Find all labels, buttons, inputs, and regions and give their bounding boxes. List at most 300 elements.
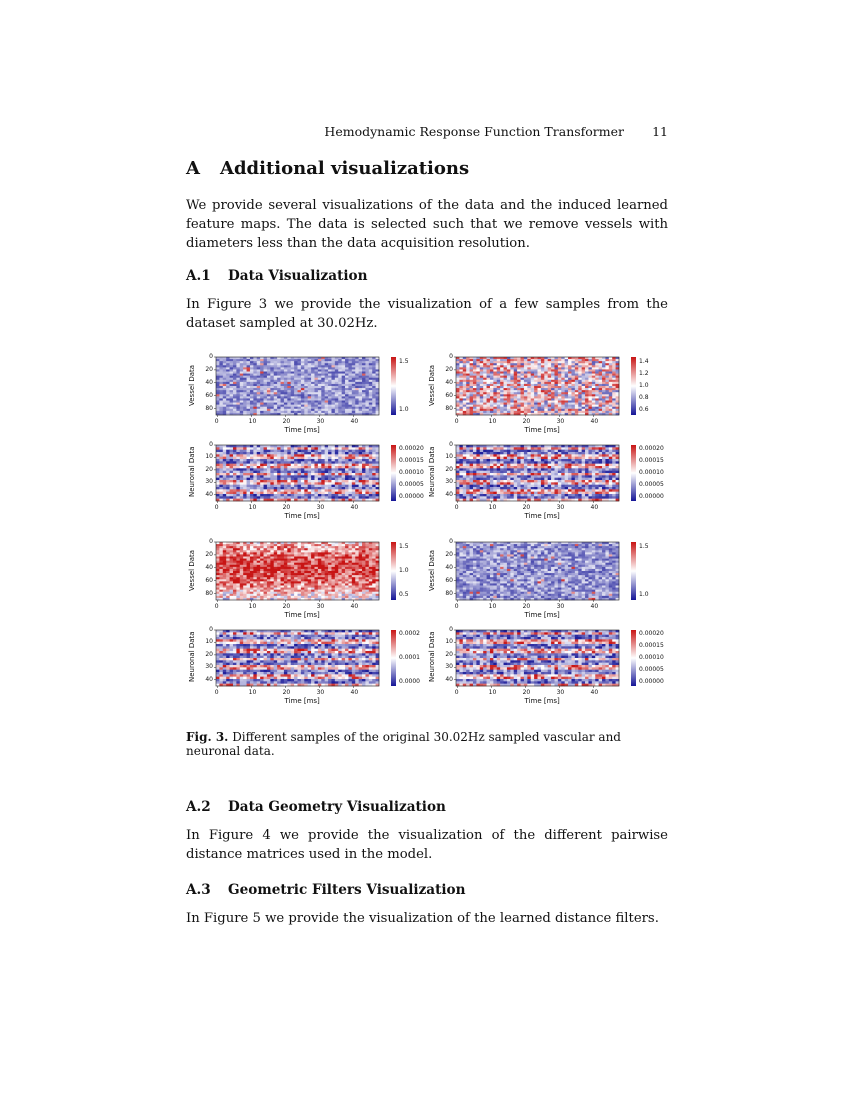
heatmap-cell	[466, 447, 470, 450]
heatmap-cell	[274, 378, 278, 380]
heatmap-cell	[497, 390, 501, 392]
heatmap-cell	[599, 480, 603, 483]
heatmap-cell	[372, 396, 376, 398]
heatmap-cell	[362, 367, 366, 369]
heatmap-cell	[277, 496, 281, 499]
heatmap-cell	[582, 459, 586, 462]
heatmap-cell	[348, 394, 352, 396]
heatmap-cell	[490, 480, 494, 483]
heatmap-cell	[599, 374, 603, 376]
heatmap-cell	[226, 388, 230, 390]
heatmap-cell	[609, 386, 613, 388]
heatmap-cell	[493, 445, 497, 448]
heatmap-cell	[541, 372, 545, 374]
heatmap-cell	[311, 494, 315, 497]
heatmap-cell	[510, 365, 514, 367]
heatmap-cell	[355, 382, 359, 384]
heatmap-cell	[233, 374, 237, 376]
heatmap-cell	[240, 390, 244, 392]
heatmap-cell	[578, 480, 582, 483]
heatmap-cell	[345, 384, 349, 386]
heatmap-cell	[294, 461, 298, 464]
heatmap-cell	[274, 478, 278, 481]
heatmap-cell	[331, 466, 335, 469]
heatmap-cell	[294, 386, 298, 388]
heatmap-cell	[541, 388, 545, 390]
heatmap-cell	[277, 471, 281, 474]
heatmap-cell	[308, 403, 312, 405]
heatmap-cell	[571, 378, 575, 380]
heatmap-cell	[507, 475, 511, 478]
heatmap-cell	[253, 480, 257, 483]
heatmap-cell	[267, 382, 271, 384]
heatmap-cell	[294, 447, 298, 450]
heatmap-cell	[298, 409, 302, 411]
heatmap-cell	[308, 452, 312, 455]
heatmap-cell	[240, 359, 244, 361]
heatmap-cell	[578, 403, 582, 405]
heatmap-cell	[588, 452, 592, 455]
heatmap-cell	[538, 445, 542, 448]
heatmap-cell	[480, 376, 484, 378]
heatmap-cell	[588, 398, 592, 400]
heatmap-cell	[493, 457, 497, 460]
heatmap-cell	[605, 363, 609, 365]
heatmap-cell	[456, 401, 460, 403]
heatmap-cell	[497, 361, 501, 363]
heatmap-cell	[568, 382, 572, 384]
heatmap-cell	[544, 482, 548, 485]
heatmap-cell	[524, 468, 528, 471]
heatmap-cell	[578, 464, 582, 467]
heatmap-cell	[308, 384, 312, 386]
heatmap-cell	[219, 492, 223, 495]
heatmap-cell	[504, 390, 508, 392]
heatmap-cell	[459, 372, 463, 374]
heatmap-cell	[362, 365, 366, 367]
heatmap-cell	[314, 403, 318, 405]
heatmap-cell	[565, 478, 569, 481]
heatmap-cell	[233, 398, 237, 400]
heatmap-cell	[575, 384, 579, 386]
heatmap-cell	[534, 411, 538, 413]
heatmap-cell	[359, 409, 363, 411]
heatmap-cell	[551, 454, 555, 457]
heatmap-cell	[328, 485, 332, 488]
heatmap-cell	[365, 403, 369, 405]
heatmap-cell	[541, 359, 545, 361]
heatmap-cell	[575, 457, 579, 460]
heatmap-cell	[352, 388, 356, 390]
heatmap-cell	[578, 411, 582, 413]
heatmap-cell	[291, 396, 295, 398]
heatmap-cell	[277, 394, 281, 396]
heatmap-cell	[226, 405, 230, 407]
heatmap-cell	[369, 459, 373, 462]
heatmap-cell	[291, 392, 295, 394]
heatmap-cell	[236, 496, 240, 499]
heatmap-cell	[355, 445, 359, 448]
heatmap-cell	[267, 487, 271, 490]
heatmap-cell	[459, 378, 463, 380]
heatmap-cell	[304, 480, 308, 483]
heatmap-cell	[267, 489, 271, 492]
heatmap-cell	[500, 489, 504, 492]
heatmap-cell	[314, 378, 318, 380]
heatmap-cell	[558, 482, 562, 485]
heatmap-cell	[270, 494, 274, 497]
heatmap-cell	[240, 369, 244, 371]
heatmap-cell	[287, 489, 291, 492]
heatmap-cell	[355, 376, 359, 378]
heatmap-cell	[274, 485, 278, 488]
heatmap-cell	[216, 487, 220, 490]
heatmap-cell	[514, 388, 518, 390]
heatmap-cell	[483, 445, 487, 448]
heatmap-cell	[561, 450, 565, 453]
heatmap-cell	[219, 396, 223, 398]
heatmap-cell	[257, 369, 261, 371]
heatmap-cell	[612, 447, 616, 450]
heatmap-cell	[476, 482, 480, 485]
heatmap-cell	[352, 445, 356, 448]
heatmap-cell	[575, 403, 579, 405]
heatmap-cell	[514, 401, 518, 403]
heatmap-cell	[362, 471, 366, 474]
heatmap-cell	[372, 485, 376, 488]
heatmap-cell	[270, 411, 274, 413]
heatmap-cell	[510, 363, 514, 365]
heatmap-cell	[287, 445, 291, 448]
heatmap-cell	[325, 447, 329, 450]
heatmap-cell	[223, 473, 227, 476]
heatmap-cell	[612, 473, 616, 476]
heatmap-cell	[534, 390, 538, 392]
heatmap-cell	[325, 403, 329, 405]
heatmap-cell	[277, 411, 281, 413]
heatmap-cell	[219, 461, 223, 464]
heatmap-cell	[345, 450, 349, 453]
colorbar-tick-label: 0.00000	[399, 492, 424, 500]
heatmap-cell	[359, 473, 363, 476]
heatmap-cell	[504, 369, 508, 371]
heatmap-cell	[325, 392, 329, 394]
heatmap-cell	[605, 473, 609, 476]
heatmap-cell	[352, 466, 356, 469]
heatmap-cell	[247, 482, 251, 485]
heatmap-cell	[331, 396, 335, 398]
heatmap-cell	[504, 459, 508, 462]
heatmap-cell	[250, 376, 254, 378]
heatmap-cell	[592, 485, 596, 488]
heatmap-cell	[281, 475, 285, 478]
heatmap-cell	[372, 405, 376, 407]
heatmap-cells	[456, 445, 619, 501]
heatmap-cell	[281, 386, 285, 388]
heatmap-cell	[240, 496, 244, 499]
heatmap-cell	[226, 475, 230, 478]
heatmap-cell	[609, 454, 613, 457]
heatmap-cell	[504, 452, 508, 455]
heatmap-cell	[612, 384, 616, 386]
heatmap-cell	[595, 447, 599, 450]
heatmap-cell	[470, 454, 474, 457]
heatmap-cell	[253, 359, 257, 361]
heatmap-cell	[497, 398, 501, 400]
heatmap-cell	[575, 475, 579, 478]
heatmap-cell	[514, 376, 518, 378]
heatmap-cell	[352, 359, 356, 361]
heatmap-cell	[219, 409, 223, 411]
heatmap-cell	[325, 386, 329, 388]
heatmap-cell	[548, 378, 552, 380]
heatmap-cell	[524, 494, 528, 497]
heatmap-cell	[267, 357, 271, 359]
heatmap-cell	[230, 407, 234, 409]
heatmap-cell	[500, 459, 504, 462]
heatmap-cell	[500, 492, 504, 495]
heatmap-cell	[291, 357, 295, 359]
heatmap-cell	[318, 466, 322, 469]
heatmap-cell	[531, 466, 535, 469]
heatmap-cell	[342, 396, 346, 398]
heatmap-cell	[308, 374, 312, 376]
heatmap-cell	[612, 464, 616, 467]
heatmap-cell	[260, 496, 264, 499]
heatmap-cell	[365, 461, 369, 464]
heatmap-cell	[236, 401, 240, 403]
heatmap-cell	[318, 374, 322, 376]
heatmap-cell	[538, 376, 542, 378]
heatmap-cell	[554, 478, 558, 481]
heatmap-cell	[476, 407, 480, 409]
heatmap-cell	[216, 378, 220, 380]
heatmap-cell	[294, 365, 298, 367]
heatmap-cell	[219, 380, 223, 382]
heatmap-cell	[561, 407, 565, 409]
heatmap-cell	[541, 461, 545, 464]
heatmap-cell	[284, 473, 288, 476]
heatmap-cell	[521, 367, 525, 369]
heatmap-cell	[551, 450, 555, 453]
heatmap-cell	[554, 359, 558, 361]
heatmap-cell	[575, 380, 579, 382]
heatmap-cell	[338, 357, 342, 359]
heatmap-cell	[575, 386, 579, 388]
heatmap-cell	[548, 394, 552, 396]
heatmap-cell	[287, 403, 291, 405]
heatmap-cell	[490, 482, 494, 485]
heatmap-cell	[318, 492, 322, 495]
heatmap-cell	[257, 386, 261, 388]
heatmap-cell	[253, 489, 257, 492]
heatmap-cell	[267, 361, 271, 363]
running-head	[186, 124, 668, 139]
heatmap-cell	[321, 466, 325, 469]
heatmap-cell	[352, 489, 356, 492]
heatmap-cell	[582, 480, 586, 483]
heatmap-cell	[345, 480, 349, 483]
heatmap-cell	[318, 396, 322, 398]
heatmap-cell	[595, 372, 599, 374]
heatmap-cell	[582, 450, 586, 453]
heatmap-cell	[311, 361, 315, 363]
heatmap-cell	[483, 386, 487, 388]
heatmap-cell	[365, 392, 369, 394]
heatmap-cell	[277, 459, 281, 462]
heatmap-cell	[538, 380, 542, 382]
figure-3	[186, 355, 668, 715]
heatmap-cell	[514, 378, 518, 380]
heatmap-cell	[308, 394, 312, 396]
heatmap-cell	[355, 487, 359, 490]
heatmap-cell	[219, 403, 223, 405]
heatmap-cell	[534, 359, 538, 361]
heatmap-cell	[487, 450, 491, 453]
heatmap-cell	[325, 401, 329, 403]
heatmap-cell	[612, 482, 616, 485]
heatmap-cell	[308, 401, 312, 403]
heatmap-cell	[551, 457, 555, 460]
heatmap-cell	[284, 394, 288, 396]
heatmap-cell	[595, 394, 599, 396]
heatmap-cell	[524, 403, 528, 405]
heatmap-cell	[588, 475, 592, 478]
heatmap-cell	[507, 394, 511, 396]
heatmap-cell	[281, 394, 285, 396]
heatmap-cell	[480, 361, 484, 363]
heatmap-cell	[558, 372, 562, 374]
heatmap-cell	[257, 475, 261, 478]
heatmap-cell	[284, 390, 288, 392]
heatmap-cell	[298, 480, 302, 483]
heatmap-cell	[585, 459, 589, 462]
heatmap-cell	[311, 365, 315, 367]
heatmap-cell	[359, 487, 363, 490]
heatmap-cell	[473, 361, 477, 363]
heatmap-cell	[514, 485, 518, 488]
heatmap-cell	[599, 445, 603, 448]
heatmap-cell	[524, 461, 528, 464]
heatmap-cell	[466, 466, 470, 469]
heatmap-cell	[270, 369, 274, 371]
heatmap-cell	[331, 489, 335, 492]
heatmap-cell	[470, 376, 474, 378]
heatmap-cell	[517, 396, 521, 398]
heatmap-cell	[612, 394, 616, 396]
heatmap-cell	[274, 480, 278, 483]
heatmap-cell	[230, 388, 234, 390]
heatmap-cell	[287, 468, 291, 471]
heatmap-cell	[257, 450, 261, 453]
heatmap-cell	[605, 478, 609, 481]
heatmap-cell	[226, 454, 230, 457]
heatmap-cell	[459, 461, 463, 464]
heatmap-cell	[236, 357, 240, 359]
heatmap-cell	[459, 494, 463, 497]
heatmap-cell	[247, 496, 251, 499]
heatmap-cell	[243, 388, 247, 390]
heatmap-cell	[493, 390, 497, 392]
heatmap-cell	[544, 461, 548, 464]
heatmap-cell	[470, 475, 474, 478]
heatmap-cell	[294, 496, 298, 499]
heatmap-cell	[605, 405, 609, 407]
heatmap-cell	[274, 407, 278, 409]
heatmap-cell	[558, 457, 562, 460]
heatmap-cell	[359, 457, 363, 460]
heatmap-cell	[473, 407, 477, 409]
heatmap-cell	[328, 452, 332, 455]
heatmap-cell	[541, 478, 545, 481]
heatmap-cell	[342, 475, 346, 478]
heatmap-cell	[585, 363, 589, 365]
heatmap-cell	[338, 401, 342, 403]
heatmap-cell	[487, 468, 491, 471]
heatmap-cell	[308, 380, 312, 382]
heatmap-cell	[507, 365, 511, 367]
heatmap-cell	[544, 363, 548, 365]
heatmap-cell	[314, 459, 318, 462]
heatmap-cell	[291, 390, 295, 392]
heatmap-cell	[466, 492, 470, 495]
heatmap-cell	[483, 388, 487, 390]
heatmap-cell	[287, 357, 291, 359]
heatmap-cell	[331, 496, 335, 499]
heatmap-cell	[463, 369, 467, 371]
heatmap-cell	[531, 407, 535, 409]
heatmap-cell	[507, 485, 511, 488]
heatmap-cell	[609, 468, 613, 471]
heatmap-cell	[284, 388, 288, 390]
heatmap-cell	[514, 405, 518, 407]
heatmap-cell	[230, 452, 234, 455]
heatmap-cell	[602, 367, 606, 369]
heatmap-cell	[548, 457, 552, 460]
heatmap-cell	[253, 390, 257, 392]
heatmap-cell	[355, 454, 359, 457]
heatmap-cell	[466, 409, 470, 411]
heatmap-cell	[514, 450, 518, 453]
heatmap-cell	[304, 367, 308, 369]
heatmap-cell	[342, 386, 346, 388]
heatmap-cell	[524, 445, 528, 448]
heatmap-cell	[338, 496, 342, 499]
heatmap-cell	[534, 482, 538, 485]
heatmap-cell	[264, 473, 268, 476]
heatmap-cell	[260, 365, 264, 367]
heatmap-cell	[493, 454, 497, 457]
heatmap-cell	[609, 357, 613, 359]
heatmap-cell	[277, 452, 281, 455]
heatmap-cell	[253, 380, 257, 382]
heatmap-cell	[517, 365, 521, 367]
heatmap-cell	[325, 454, 329, 457]
heatmap-cell	[219, 405, 223, 407]
heatmap-cell	[541, 380, 545, 382]
heatmap-cell	[538, 492, 542, 495]
heatmap-cell	[609, 401, 613, 403]
heatmap-cell	[561, 447, 565, 450]
heatmap-cell	[463, 392, 467, 394]
heatmap-cell	[551, 398, 555, 400]
heatmap-cell	[230, 482, 234, 485]
heatmap-cell	[338, 494, 342, 497]
heatmap-cell	[527, 447, 531, 450]
heatmap-cell	[264, 357, 268, 359]
heatmap-cell	[568, 380, 572, 382]
heatmap-cell	[592, 386, 596, 388]
